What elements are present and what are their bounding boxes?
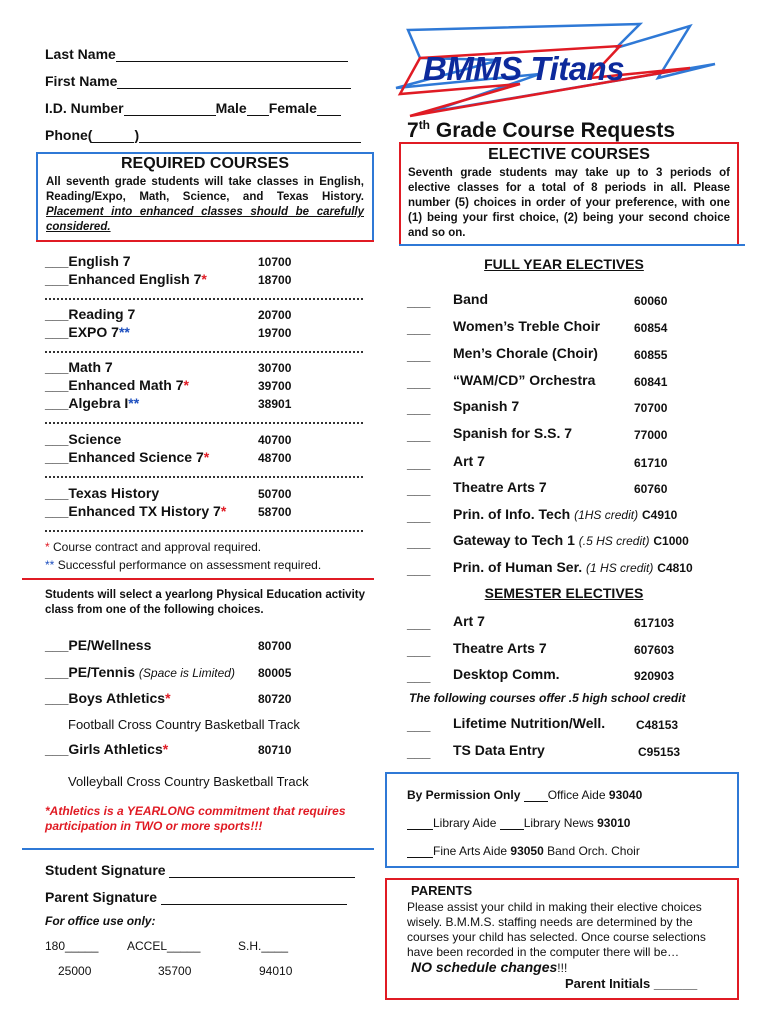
course-name: English 7 (68, 253, 131, 269)
library-aide: Library Aide (433, 816, 497, 830)
course-mark: * (183, 377, 189, 393)
pe-bottom-line (22, 760, 374, 850)
required-course-row[interactable] (45, 306, 135, 322)
required-course-row[interactable] (45, 359, 113, 375)
elective-code: 70700 (634, 401, 668, 415)
course-blank: ___ (45, 637, 69, 653)
elective-row[interactable] (453, 559, 693, 575)
note-text: Successful performance on assessment required. (57, 558, 322, 572)
title-sup: th (418, 118, 431, 132)
required-course-row[interactable] (45, 377, 189, 393)
course-code: 20700 (258, 308, 292, 322)
pe-course-row[interactable] (45, 637, 151, 653)
course-blank: ___ (45, 377, 69, 393)
course-name: Science (68, 431, 122, 447)
elective-row[interactable] (453, 425, 572, 441)
title-rest: Grade Course Requests (435, 119, 676, 142)
note-contract (45, 540, 261, 554)
id-gender-field[interactable] (45, 100, 341, 116)
course-name: Enhanced TX History 7 (68, 503, 221, 519)
permission-row-2[interactable] (407, 815, 630, 830)
permission-label: By Permission Only (407, 788, 521, 802)
first-name-label: First Name (45, 73, 118, 89)
office-field[interactable]: ACCEL_____ (127, 939, 201, 953)
dotted-separator (45, 298, 363, 300)
note-mark: ** (45, 558, 55, 572)
pe-course-row[interactable] (45, 664, 235, 680)
elective-name: Theatre Arts 7 (453, 479, 547, 495)
parent-signature-label: Parent Signature (45, 889, 158, 905)
required-divider (36, 240, 374, 242)
elective-divider (399, 244, 745, 246)
parents-heading: PARENTS (411, 883, 473, 898)
course-blank: ___ (45, 690, 69, 706)
hs-credit-note: The following courses offer .5 high school credit (409, 691, 686, 705)
elective-name[interactable]: Theatre Arts 7 (453, 640, 547, 656)
elective-blank[interactable]: ___ (407, 347, 431, 363)
note-mark: * (45, 540, 50, 554)
elective-row[interactable] (453, 372, 595, 388)
elective-code: 77000 (634, 428, 668, 442)
elective-name: “WAM/CD” Orchestra (453, 372, 596, 388)
elective-credit: (1HS credit) (574, 508, 639, 522)
elective-credit: (1 HS credit) (586, 561, 654, 575)
course-code: 38901 (258, 397, 292, 411)
note-assessment (45, 558, 321, 572)
parent-signature-field[interactable] (45, 889, 347, 905)
elective-code: 60841 (634, 375, 668, 389)
elective-row[interactable] (453, 398, 519, 414)
required-course-row[interactable] (45, 485, 159, 501)
note-text: Course contract and approval required. (53, 540, 262, 554)
elective-blank[interactable]: ___ (407, 455, 431, 471)
course-name: Enhanced Science 7 (68, 449, 204, 465)
athletics-note: *Athletics is a YEARLONG commitment that requires participation in TWO or more sports!!! (45, 804, 346, 833)
last-name-label: Last Name (45, 46, 116, 62)
semester-heading: SEMESTER ELECTIVES (484, 585, 644, 601)
course-blank: ___ (45, 395, 69, 411)
course-name: EXPO 7 (68, 324, 119, 340)
course-name: PE/Wellness (68, 637, 152, 653)
course-code: 10700 (258, 255, 292, 269)
required-course-row[interactable] (45, 271, 207, 287)
female-label: Female (268, 100, 317, 116)
elective-intro: Seventh grade students may take up to 3 periods of elective classes for a total of 8 periods in all. Please number (5) choices in order of your preference, with one (1) being your first choice, (2) being your second choice and so on. (408, 167, 730, 239)
elective-code: C48153 (636, 718, 679, 732)
course-code: 50700 (258, 487, 292, 501)
elective-code: C4810 (657, 561, 693, 575)
required-intro (46, 175, 364, 235)
elective-code: 61710 (634, 456, 668, 470)
elective-blank[interactable]: ___ (407, 293, 431, 309)
elective-name: Prin. of Human Ser. (453, 559, 583, 575)
course-blank: ___ (45, 271, 69, 287)
elective-blank[interactable]: ___ (407, 374, 431, 390)
elective-name: Gateway to Tech 1 (453, 532, 575, 548)
full-year-heading: FULL YEAR ELECTIVES (484, 256, 644, 272)
office-code: 35700 (158, 964, 192, 978)
elective-row[interactable] (453, 345, 598, 361)
last-name-field[interactable] (45, 46, 348, 62)
course-blank: ___ (45, 485, 69, 501)
male-label: Male (215, 100, 247, 116)
course-name: Enhanced English 7 (68, 271, 202, 287)
course-blank: ___ (45, 324, 69, 340)
course-name: Algebra I (68, 395, 129, 411)
elective-heading: ELECTIVE COURSES (488, 146, 650, 163)
course-name: Reading 7 (68, 306, 136, 322)
course-mark: * (165, 690, 171, 706)
logo-text: BMMS Titans (423, 50, 625, 87)
elective-row[interactable] (453, 453, 485, 469)
course-blank: ___ (45, 306, 69, 322)
elective-name: Art 7 (453, 453, 485, 469)
parent-initials[interactable]: Parent Initials ______ (565, 976, 698, 991)
course-blank: ___ (45, 449, 69, 465)
elective-code: 60855 (634, 348, 668, 362)
course-name: Boys Athletics (68, 690, 166, 706)
elective-name[interactable]: Art 7 (453, 613, 485, 629)
no-schedule-changes (411, 959, 567, 975)
library-code: 93010 (597, 816, 631, 830)
elective-code: C95153 (638, 745, 681, 759)
course-blank: ___ (45, 431, 69, 447)
course-blank: ___ (45, 741, 69, 757)
required-course-row[interactable] (45, 431, 121, 447)
course-name: Math 7 (68, 359, 113, 375)
elective-blank[interactable]: ___ (407, 668, 431, 684)
course-note: (Space is Limited) (138, 666, 235, 680)
elective-name: Spanish 7 (453, 398, 520, 414)
course-mark: * (201, 271, 207, 287)
course-blank: ___ (45, 664, 69, 680)
required-intro-text: All seventh grade students will take classes in English, Reading/Expo, Math, Science, and Texas History. (46, 176, 364, 203)
elective-blank[interactable]: ___ (407, 642, 431, 658)
elective-code: 607603 (634, 643, 675, 657)
fine-arts-code: 93050 (510, 844, 544, 858)
phone-label: Phone( (45, 127, 93, 143)
elective-name: Men’s Chorale (Choir) (453, 345, 598, 361)
phone-field[interactable] (45, 127, 361, 143)
elective-blank[interactable]: ___ (407, 508, 431, 524)
elective-code: 920903 (634, 669, 675, 683)
elective-name[interactable]: Desktop Comm. (453, 666, 560, 682)
pe-course-row[interactable] (45, 690, 171, 706)
required-intro-emphasis: Placement into enhanced classes should be carefully considered. (46, 206, 364, 233)
course-mark: ** (118, 324, 130, 340)
course-code: 80005 (258, 666, 292, 680)
elective-blank[interactable]: ___ (407, 320, 431, 336)
course-code: 19700 (258, 326, 292, 340)
elective-row[interactable] (453, 291, 488, 307)
office-field[interactable]: 180_____ (45, 939, 99, 953)
required-heading: REQUIRED COURSES (120, 155, 290, 172)
title-grade: 7 (407, 119, 419, 142)
course-code: 80720 (258, 692, 292, 706)
elective-blank[interactable]: ___ (407, 615, 431, 631)
elective-name: Women’s Treble Choir (453, 318, 601, 334)
elective-row[interactable] (453, 506, 677, 522)
course-blank: ___ (45, 253, 69, 269)
no-changes-emphasis: NO schedule changes (411, 959, 558, 975)
fine-arts-aide: Fine Arts Aide (433, 844, 508, 858)
dotted-separator (45, 530, 363, 532)
course-code: 48700 (258, 451, 292, 465)
elective-row[interactable] (453, 318, 600, 334)
course-code: 18700 (258, 273, 292, 287)
elective-credit: (.5 HS credit) (578, 534, 650, 548)
required-course-row[interactable] (45, 253, 131, 269)
course-code: 58700 (258, 505, 292, 519)
course-blank: ___ (45, 359, 69, 375)
office-code: 25000 (58, 964, 92, 978)
elective-name[interactable]: TS Data Entry (453, 742, 545, 758)
required-course-row[interactable] (45, 449, 209, 465)
elective-code: 60060 (634, 294, 668, 308)
girls-sports: Volleyball Cross Country Basketball Track (68, 774, 309, 789)
page-title (407, 118, 675, 143)
office-use-label: For office use only: (45, 914, 156, 928)
phone-paren: ) (134, 127, 140, 143)
fine-arts-options: Band Orch. Choir (547, 844, 640, 858)
course-code: 80710 (258, 743, 292, 757)
student-signature-label: Student Signature (45, 862, 166, 878)
course-mark: ** (128, 395, 140, 411)
course-code: 39700 (258, 379, 292, 393)
elective-blank[interactable]: ___ (407, 744, 431, 760)
pe-intro: Students will select a yearlong Physical Education activity class from one of the following choices. (45, 589, 365, 616)
course-mark: * (220, 503, 227, 519)
elective-blank[interactable]: ___ (407, 717, 431, 733)
library-news: Library News (523, 816, 594, 830)
course-mark: * (203, 449, 210, 465)
boys-sports: Football Cross Country Basketball Track (68, 717, 300, 732)
elective-code: 617103 (634, 616, 675, 630)
required-course-row[interactable] (45, 395, 139, 411)
dotted-separator (45, 422, 363, 424)
dotted-separator (45, 351, 363, 353)
course-code: 30700 (258, 361, 292, 375)
elective-blank[interactable]: ___ (407, 400, 431, 416)
id-number-label: I.D. Number (45, 100, 124, 116)
office-field[interactable]: S.H.____ (238, 939, 289, 953)
pe-divider (22, 578, 374, 580)
elective-code: C4910 (641, 508, 678, 522)
course-name: PE/Tennis (68, 664, 136, 680)
elective-name[interactable]: Lifetime Nutrition/Well. (453, 715, 606, 731)
elective-row[interactable] (453, 532, 689, 548)
first-name-field[interactable] (45, 73, 351, 89)
required-course-row[interactable] (45, 324, 130, 340)
permission-row-3[interactable] (407, 843, 640, 858)
elective-blank[interactable]: ___ (407, 481, 431, 497)
course-mark: * (162, 741, 169, 757)
office-aide: Office Aide (547, 788, 606, 802)
course-name: Texas History (68, 485, 160, 501)
pe-course-row[interactable] (45, 741, 168, 757)
course-name: Girls Athletics (68, 741, 163, 757)
parents-text: Please assist your child in making their elective choices wisely. B.M.M.S. staffing needs are determined by the courses your child has selected. Once course selections have been recorded in the computer there will be… (407, 900, 706, 959)
office-code: 94010 (259, 964, 293, 978)
permission-row-1[interactable] (407, 787, 642, 802)
course-code: 40700 (258, 433, 292, 447)
dotted-separator (45, 476, 363, 478)
course-code: 80700 (258, 639, 292, 653)
elective-code: 60854 (634, 321, 668, 335)
course-blank: ___ (45, 503, 69, 519)
elective-name: Spanish for S.S. 7 (453, 425, 573, 441)
elective-name: Band (453, 291, 488, 307)
required-course-row[interactable] (45, 503, 226, 519)
elective-code: C1000 (653, 534, 689, 548)
elective-row[interactable] (453, 479, 547, 495)
elective-blank[interactable]: ___ (407, 534, 431, 550)
no-changes-excl: !!! (557, 961, 568, 975)
course-name: Enhanced Math 7 (68, 377, 184, 393)
elective-code: 60760 (634, 482, 668, 496)
student-signature-field[interactable] (45, 862, 355, 878)
office-aide-code: 93040 (608, 788, 643, 802)
elective-blank[interactable]: ___ (407, 561, 431, 577)
elective-name: Prin. of Info. Tech (453, 506, 571, 522)
elective-blank[interactable]: ___ (407, 427, 431, 443)
